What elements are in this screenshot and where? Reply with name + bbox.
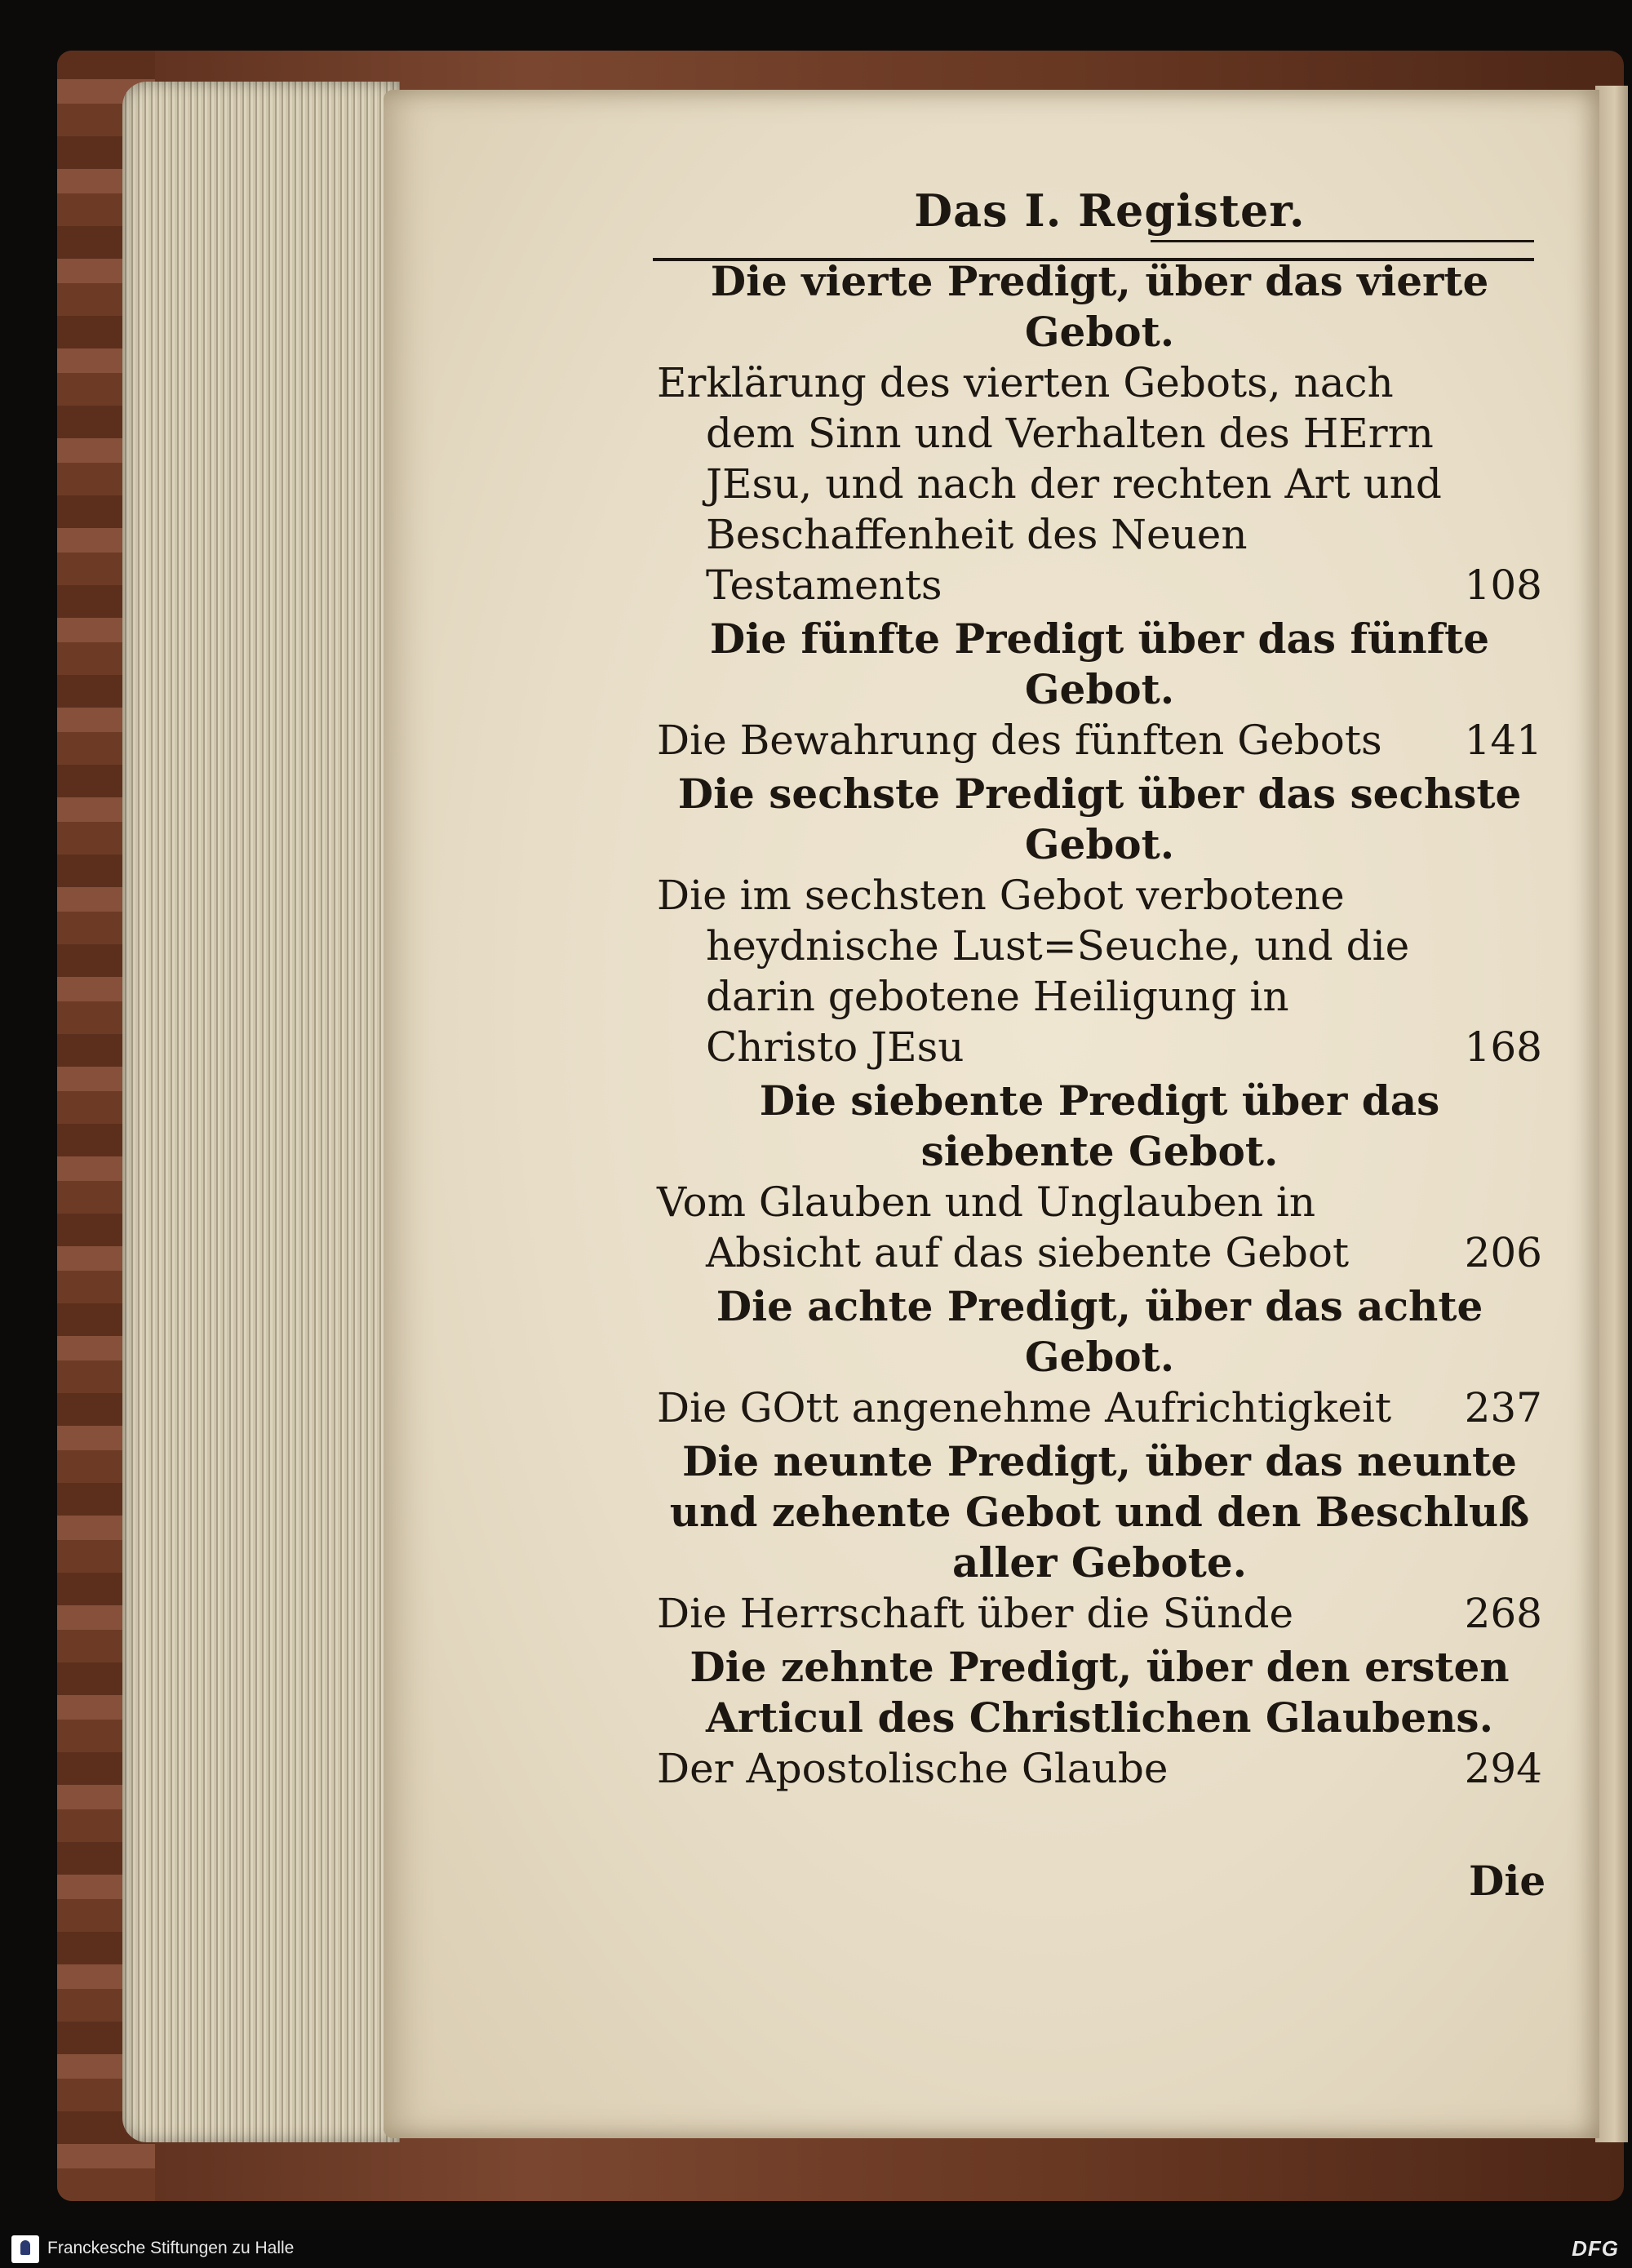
entry-text: Die GOtt angenehme Aufrichtigkeit xyxy=(657,1384,1392,1431)
entry-text: Erklärung des vierten Gebots, nach dem Sinn und Verhalten des HErrn JEsu, und nach der rechten Art und Beschaffenheit des Neuen Testaments xyxy=(657,359,1442,609)
sermon-heading: Die achte Predigt, über das achte Gebot. xyxy=(716,1282,1483,1381)
sermon-heading: Die vierte Predigt, über das vierte Gebot. xyxy=(710,257,1489,356)
page-number: 108 xyxy=(1464,561,1542,609)
sermon-heading: Die neunte Predigt, über das neunte und zehente Gebot und den Beschluß aller Gebote. xyxy=(669,1437,1530,1587)
page-number: 141 xyxy=(1464,717,1542,764)
dfg-logo: DFG xyxy=(1572,2236,1619,2261)
entry-text: Der Apostolische Glaube xyxy=(657,1745,1169,1792)
register-entry xyxy=(657,1177,1542,1278)
entry-text: Vom Glauben und Unglauben in Absicht auf das siebente Gebot xyxy=(657,1178,1350,1276)
institution-logo-icon xyxy=(11,2235,39,2263)
facing-page-edge xyxy=(1595,86,1628,2142)
sermon-heading: Die sechste Predigt über das sechste Gebot. xyxy=(677,770,1522,868)
register-entry xyxy=(657,1588,1542,1639)
page-number: 294 xyxy=(1464,1745,1542,1792)
register-entries xyxy=(657,253,1542,1794)
register-entry xyxy=(657,870,1542,1072)
page-number: 206 xyxy=(1464,1229,1542,1276)
sermon-heading: Die siebente Predigt über das siebente Gebot. xyxy=(759,1076,1440,1175)
page-number: 268 xyxy=(1464,1590,1542,1637)
entry-text: Die im sechsten Gebot verbotene heydnische Lust=Seuche, und die darin gebotene Heiligung in Christo JEsu xyxy=(657,872,1410,1071)
catchword: Die xyxy=(1469,1857,1546,1905)
sermon-heading: Die fünfte Predigt über das fünfte Gebot. xyxy=(709,615,1490,713)
entry-text: Die Bewahrung des fünften Gebots xyxy=(657,717,1382,764)
page-number: 168 xyxy=(1464,1023,1542,1071)
register-entry xyxy=(657,1743,1542,1794)
viewer-footer xyxy=(0,2230,1632,2268)
page-number: 237 xyxy=(1464,1384,1542,1431)
sermon-heading: Die zehnte Predigt, über den ersten Articul des Christlichen Glaubens. xyxy=(690,1643,1510,1742)
register-entry xyxy=(657,357,1542,610)
institution-name: Franckesche Stiftungen zu Halle xyxy=(47,2239,295,2257)
page-block-edges xyxy=(122,82,400,2142)
running-head: Das I. Register. xyxy=(914,184,1306,237)
register-entry xyxy=(657,1383,1542,1433)
page-header xyxy=(653,184,1534,242)
register-entry xyxy=(657,715,1542,766)
entry-text: Die Herrschaft über die Sünde xyxy=(657,1590,1294,1637)
header-rule-thin xyxy=(1151,240,1534,242)
